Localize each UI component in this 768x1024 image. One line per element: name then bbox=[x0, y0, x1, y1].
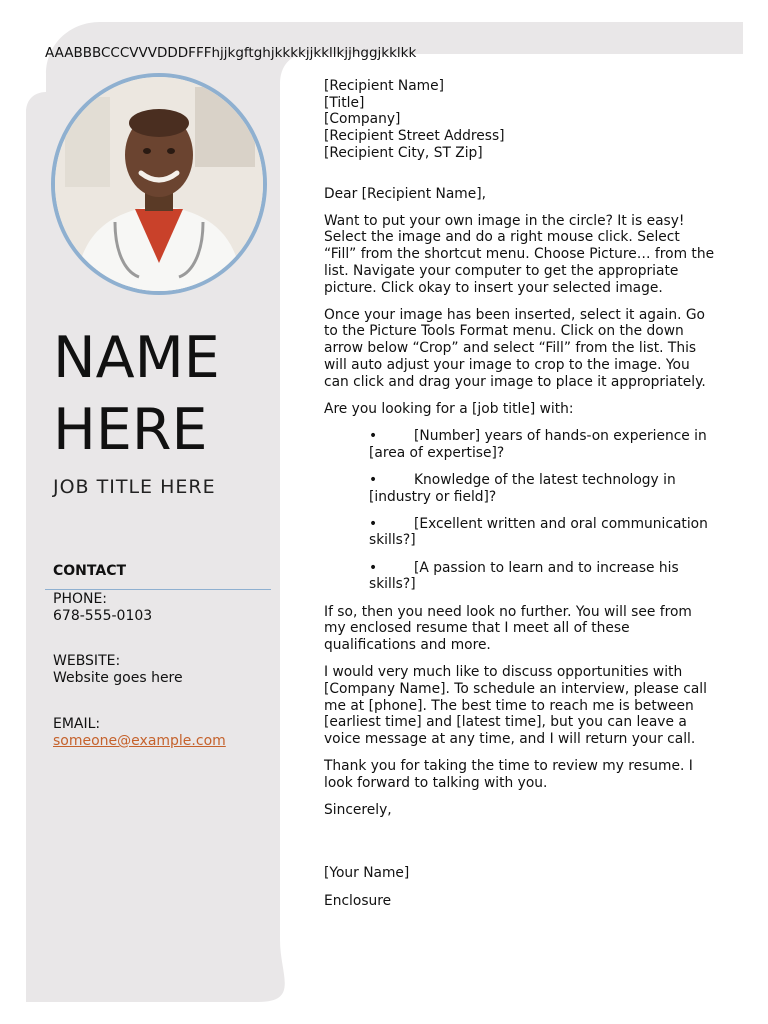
bullet-icon: • bbox=[369, 471, 378, 488]
contact-email bbox=[53, 716, 226, 750]
list-item bbox=[369, 560, 716, 593]
paragraph-2: Once your image has been inserted, select it again. Go to the Picture Tools Format menu. Click on the down arrow below “Crop” and select “Fill” from the list. This will auto adjust your image to crop to the image. You can click and drag your image to place it appropriately. bbox=[324, 306, 706, 390]
profile-photo[interactable] bbox=[51, 73, 267, 295]
bullet-icon: • bbox=[369, 559, 378, 576]
paragraph-6: Thank you for taking the time to review my resume. I look forward to talking with you. bbox=[324, 758, 693, 791]
paragraph-3: Are you looking for a [job title] with: bbox=[324, 400, 574, 417]
name-line-1: NAME bbox=[53, 325, 220, 391]
doctor-portrait-image bbox=[55, 77, 263, 291]
recipient-city: [Recipient City, ST Zip] bbox=[324, 144, 483, 161]
enclosure-note: Enclosure bbox=[324, 892, 392, 909]
list-item bbox=[369, 472, 716, 505]
greeting: Dear [Recipient Name], bbox=[324, 185, 486, 202]
phone-label: PHONE: bbox=[53, 591, 108, 607]
paragraph-5: I would very much like to discuss opportunities with [Company Name]. To schedule an interview, please call me at [phone]. The best time to reach me is between [earliest time] and [latest time], but you can leave a voice message at any time, and I will return your call. bbox=[324, 664, 707, 747]
website-value: Website goes here bbox=[53, 670, 183, 686]
candidate-name bbox=[53, 322, 220, 466]
contact-divider bbox=[45, 589, 271, 590]
recipient-street: [Recipient Street Address] bbox=[324, 128, 505, 145]
recipient-block bbox=[324, 78, 716, 162]
bullet-icon: • bbox=[369, 427, 378, 444]
email-label: EMAIL: bbox=[53, 716, 101, 732]
name-line-2: HERE bbox=[53, 397, 208, 463]
closing: Sincerely, bbox=[324, 802, 392, 819]
website-label: WEBSITE: bbox=[53, 653, 121, 669]
contact-website bbox=[53, 653, 183, 687]
paragraph-4: If so, then you need look no further. You will see from my enclosed resume that I meet all of these qualifications and more. bbox=[324, 603, 692, 653]
letter-body bbox=[324, 78, 716, 920]
signature-space bbox=[324, 829, 716, 865]
list-item-text: [A passion to learn and to increase his skills?] bbox=[369, 559, 679, 593]
recipient-name: [Recipient Name] bbox=[324, 78, 444, 94]
list-item-text: Knowledge of the latest technology in [industry or field]? bbox=[369, 471, 676, 505]
recipient-title: [Title] bbox=[324, 94, 365, 111]
paragraph-1: Want to put your own image in the circle? It is easy! Select the image and do a right mouse click. Select “Fill” from the shortcut menu. Choose Picture… from the list. Navigate your computer to get the appropriate picture. Click okay to insert your selected image. bbox=[324, 212, 715, 296]
contact-heading: CONTACT bbox=[53, 563, 127, 579]
email-link[interactable]: someone@example.com bbox=[53, 733, 226, 749]
job-title: JOB TITLE HERE bbox=[53, 476, 216, 498]
list-item bbox=[369, 516, 716, 549]
list-item-text: [Number] years of hands-on experience in [area of expertise]? bbox=[369, 427, 707, 461]
qualifications-list bbox=[324, 428, 716, 593]
header-running-text: AAABBBCCCVVVDDDFFFhjjkgftghjkkkkjjkkllkjjhggjkklkk bbox=[45, 45, 417, 61]
list-item bbox=[369, 428, 716, 461]
signature-name: [Your Name] bbox=[324, 865, 410, 882]
list-item-text: [Excellent written and oral communication skills?] bbox=[369, 515, 708, 549]
phone-value: 678-555-0103 bbox=[53, 608, 153, 624]
contact-phone bbox=[53, 591, 152, 625]
bullet-icon: • bbox=[369, 515, 378, 532]
recipient-company: [Company] bbox=[324, 111, 401, 128]
